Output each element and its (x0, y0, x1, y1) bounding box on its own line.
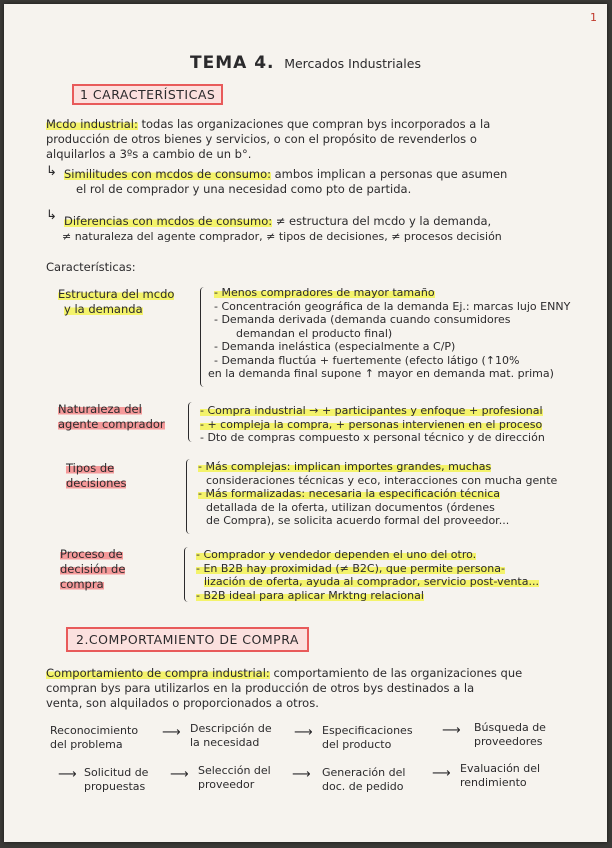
item: - Compra industrial → + participantes y enfoque + profesional (200, 404, 543, 417)
item: - Concentración geográfica de la demanda Ej.: marcas lujo ENNY (214, 299, 571, 313)
definition-line: comportamiento de las organizaciones que (269, 666, 523, 680)
page-title (4, 53, 607, 73)
group-label-line: decisiones (66, 476, 127, 490)
page-number: 1 (590, 11, 597, 24)
item: - Dto de compras compuesto x personal técnico y de dirección (200, 431, 545, 444)
arrow-right-icon: ⟶ (292, 767, 311, 782)
brace (184, 547, 191, 602)
item: detallada de la oferta, utilizan documentos (órdenes (206, 500, 495, 514)
flow-step-line: Solicitud de (84, 766, 149, 779)
definition-line: alquilarlos a 3ºs a cambio de un b°. (46, 147, 252, 161)
definition-term: Mcdo industrial: (46, 117, 138, 131)
flow-step-line: propuestas (84, 780, 146, 793)
item: en la demanda final supone ↑ mayor en demanda mat. prima) (208, 367, 554, 380)
group-label-line: Proceso de (60, 547, 123, 561)
flow-step-line: Búsqueda de (474, 721, 546, 734)
group-label-line: Estructura del mcdo (58, 287, 175, 301)
item: - Demanda fluctúa + fuertemente (efecto látigo (↑10% (214, 353, 520, 367)
group-items-tipos (198, 460, 601, 528)
definition-term: Comportamiento de compra industrial: (46, 666, 270, 680)
flow-step-line: doc. de pedido (322, 780, 404, 793)
arrow-right-icon: ⟶ (294, 725, 313, 740)
item: - B2B ideal para aplicar Mrktng relacional (196, 588, 424, 602)
arrow-right-icon: ⟶ (432, 766, 451, 781)
group-label-line: Tipos de (66, 461, 115, 475)
arrow-icon: ↳ (46, 208, 57, 223)
section2-definition (46, 666, 593, 711)
item: lización de oferta, ayuda al comprador, servicio post-venta... (204, 575, 539, 588)
group-label-tipos (58, 461, 193, 491)
brace (186, 459, 193, 534)
flow-step-line: Selección del (198, 764, 271, 777)
brace (200, 287, 207, 387)
flow-step (460, 762, 540, 790)
group-items-proceso (196, 548, 601, 602)
group-items-naturaleza (200, 404, 601, 445)
flow-step (50, 724, 138, 752)
flow-step-line: Evaluación del (460, 762, 541, 775)
group-items-estructura (208, 286, 601, 381)
diferencias-block (64, 214, 593, 244)
arrow-right-icon: ⟶ (170, 767, 189, 782)
flow-step-line: del producto (322, 738, 392, 751)
section1-heading: 1 CARACTERÍSTICAS (72, 84, 223, 105)
group-label-proceso (58, 547, 193, 592)
item: demandan el producto final) (236, 326, 393, 340)
arrow-right-icon: ⟶ (58, 767, 77, 782)
flow-step-line: proveedores (474, 735, 543, 748)
definition-line: venta, son alquilados o proporcionados a otros. (46, 696, 319, 710)
title-sub: Mercados Industriales (284, 56, 421, 71)
group-label-line: y la demanda (64, 302, 143, 316)
item: - Comprador y vendedor dependen el uno del otro. (196, 548, 477, 561)
group-label-line: decisión de (60, 562, 126, 576)
flow-step (474, 721, 546, 749)
similitudes-block (64, 167, 593, 197)
flow-step-line: Especificaciones (322, 724, 413, 737)
item: - Demanda derivada (demanda cuando consumidores (214, 313, 511, 326)
item: - Menos compradores de mayor tamaño (214, 286, 435, 299)
brace (188, 402, 195, 442)
flow-step-line: Generación del (322, 766, 406, 779)
flow-step-line: del problema (50, 738, 123, 751)
notebook-page (4, 4, 607, 842)
group-label-estructura (58, 287, 193, 317)
flow-step-line: Descripción de (190, 722, 272, 735)
group-label-line: Naturaleza del (58, 402, 142, 416)
item: - Más formalizadas: necesaria la especificación técnica (198, 487, 501, 500)
similitudes-term: Similitudes con mcdos de consumo: (64, 167, 271, 181)
group-label-line: compra (60, 577, 104, 591)
item: consideraciones técnicas y eco, interacciones con mucha gente (206, 473, 558, 487)
section2-heading: 2.COMPORTAMIENTO DE COMPRA (66, 627, 309, 652)
diferencias-line: ≠ estructura del mcdo y la demanda, (272, 214, 492, 228)
group-label-naturaleza (58, 402, 193, 432)
item: - Más complejas: implican importes grandes, muchas (198, 460, 492, 473)
group-label-line: agente comprador (58, 417, 165, 431)
arrow-right-icon: ⟶ (442, 723, 461, 738)
flow-step (84, 766, 148, 794)
flow-step (322, 766, 405, 794)
diferencias-line: ≠ naturaleza del agente comprador, ≠ tipos de decisiones, ≠ procesos decisión (62, 230, 502, 243)
arrow-icon: ↳ (46, 164, 57, 179)
item: - En B2B hay proximidad (≠ B2C), que permite persona- (196, 561, 505, 575)
flow-step-line: proveedor (198, 778, 255, 791)
similitudes-line: el rol de comprador y una necesidad como pto de partida. (76, 182, 412, 196)
title-main: TEMA 4. (190, 53, 275, 73)
diferencias-term: Diferencias con mcdos de consumo: (64, 214, 273, 228)
definition-line: compran bys para utilizarlos en la producción de otros bys destinados a la (46, 681, 475, 695)
arrow-right-icon: ⟶ (162, 725, 181, 740)
flow-step (190, 722, 272, 750)
flow-step-line: la necesidad (190, 736, 260, 749)
caracteristicas-label: Características: (46, 260, 136, 274)
item: - + compleja la compra, + personas intervienen en el proceso (200, 417, 543, 431)
flow-step-line: rendimiento (460, 776, 527, 789)
flow-step-line: Reconocimiento (50, 724, 139, 737)
definition-line: todas las organizaciones que compran bys incorporados a la (137, 117, 491, 131)
flow-step (322, 724, 413, 752)
item: - Demanda inelástica (especialmente a C/P) (214, 340, 456, 353)
definition-line: producción de otros bienes y servicios, o con el propósito de revenderlos o (46, 132, 477, 146)
similitudes-line: ambos implican a personas que asumen (270, 167, 508, 181)
definition-block (46, 117, 593, 162)
item: de Compra), se solicita acuerdo formal del proveedor... (206, 514, 510, 527)
flow-step (198, 764, 271, 792)
